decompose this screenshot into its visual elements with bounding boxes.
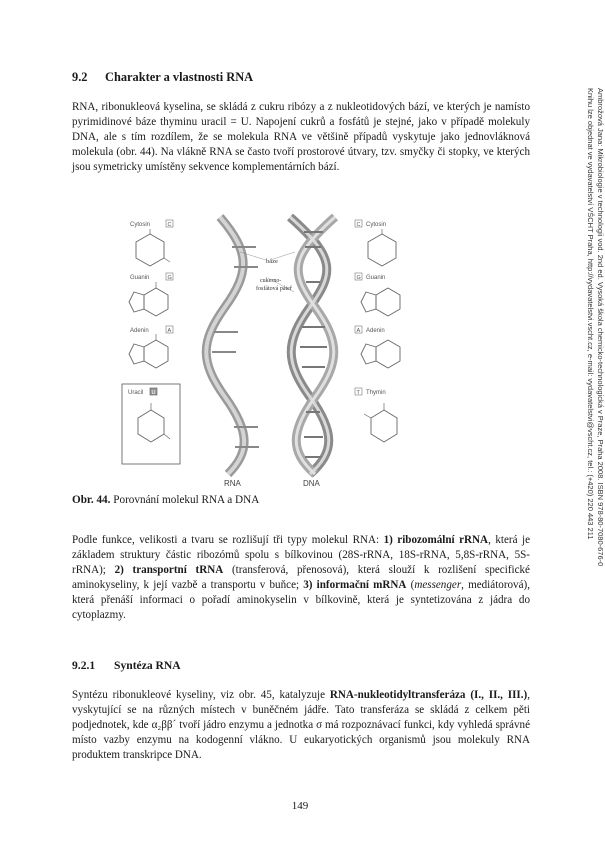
caption-text: Porovnání molekul RNA a DNA: [110, 494, 260, 506]
base-label: Cytosin: [366, 222, 387, 228]
figure-caption: [72, 494, 259, 506]
synthesis-paragraph: [72, 688, 530, 763]
base-cytosin-right: [355, 220, 396, 266]
subsection-number: 9.2.1: [72, 659, 96, 672]
section-number: 9.2: [72, 70, 88, 84]
subsection-heading: [72, 659, 372, 672]
intro-paragraph: RNA, ribonukleová kyselina, se skládá z cukru ribózy a z nukleotidových bází, ve kterých je namísto pyrimidinové báze thyminu uracil = U. Napojení cukrů a fosfátů je stejné, jako v případě molekuly DNA, ale s tím rozdílem, že se molekula RNA ve většině případů vyskytuje jako jednovláknová molekula (obr. 44). Na vlákně RNA se často tvoří prostorové útvary, tzv. smyčky či stopky, ve kterých jsou symetricky umístěny sekvence komplementárních bází.: [72, 101, 530, 173]
base-guanin-left: [129, 273, 173, 316]
base-adenin-left: [129, 326, 173, 368]
term-rrna: 1) ribozomální rRNA: [383, 534, 489, 546]
section-title: Charakter a vlastnosti RNA: [105, 70, 254, 84]
rna-types-paragraph: [72, 533, 530, 623]
base-cytosin-left: [130, 220, 173, 266]
base-label: Cytosin: [130, 222, 151, 228]
left-bases-panel: [122, 220, 180, 464]
base-label: Guanin: [366, 275, 386, 281]
rna-dna-diagram: [120, 212, 500, 488]
term-messenger: messenger: [414, 579, 462, 591]
caption-label: Obr. 44.: [72, 494, 111, 506]
base-letter: G: [356, 275, 361, 281]
text-run: Syntézu ribonukleové kyseliny, viz obr. 45, katalyzuje: [72, 689, 330, 701]
base-thymin-right: [355, 388, 397, 442]
base-letter: T: [356, 390, 360, 396]
base-label: Uracil: [128, 390, 144, 396]
text-run: , mediátorová), která přenáší informaci o pořadí aminokyselin v bílkovině, která je syntetizována z jádra do cytoplazmy.: [72, 579, 531, 621]
copyright-sidebar: [569, 88, 605, 578]
label-rna: RNA: [224, 479, 241, 488]
base-label: Thymin: [366, 390, 386, 396]
base-adenin-right: [355, 326, 400, 368]
base-letter: U: [151, 390, 156, 396]
sidebar-line-1: Ambrožová Jana: Mikrobiologie v technologii vod. 2nd ed. Vysoká škola chemicko-technologická v Praze, Praha 2008. ISBN 978-80-7080-676-0: [596, 88, 605, 567]
base-label: Adenin: [130, 328, 149, 334]
base-letter: A: [167, 328, 172, 334]
base-letter: C: [167, 222, 172, 228]
text-run: , která je základem struktury částic ribozómů spolu s bílkovinou (28S-rRNA, 18S-rRNA, 5,8S-rRNA, 5S-rRNA);: [72, 534, 530, 576]
text-run: , vyskytující se na různých místech v buněčném jádře. Tato transferáza se skládá z celkem pěti podjednotek, kde α₂ββ´ tvoří jádro enzymu a jednotka σ má rozpoznávací funkci, kdy vyhledá správné místo vazby enzymu na kodogenní vlákno. U eukaryotických organismů jsou molekuly RNA produktem transkripce DNA.: [72, 689, 530, 761]
base-label: Adenin: [366, 328, 385, 334]
rna-dna-figure: [120, 212, 500, 488]
label-backbone-2: fosfátová páteř: [256, 286, 292, 292]
base-uracil-left: [122, 384, 180, 464]
term-mrna: 3) informační mRNA: [303, 579, 407, 591]
base-letter: C: [356, 222, 361, 228]
text-run: (transferová, přenosová), která slouží k rozlišení specifické aminokyseliny, k její vazbě a transportu v buňce;: [72, 564, 530, 591]
section-heading: [72, 70, 472, 85]
label-backbone-1: cukerno-: [260, 278, 282, 284]
base-guanin-right: [355, 273, 400, 316]
base-letter: A: [356, 328, 361, 334]
dna-double-helix: [290, 217, 335, 474]
subsection-title: Syntéza RNA: [114, 659, 181, 672]
base-label: Guanin: [130, 275, 150, 281]
term-trna: 2) transportní tRNA: [114, 564, 224, 576]
text-run: (: [406, 579, 415, 591]
base-letter: G: [167, 275, 172, 281]
right-bases-panel: [355, 220, 400, 442]
sidebar-line-2: Knihu lze objednat ve vydavatelství VŠCHT Praha, http://vydavatelstvi.vscht.cz, e-mail: vydavatelstvi@vscht.cz, tel.: (+420) 220 443 211: [586, 88, 595, 540]
label-dna: DNA: [303, 479, 320, 488]
term-enzyme: RNA-nukleotidyltransferáza (I., II., III.): [329, 689, 528, 701]
label-baze: báze: [266, 258, 278, 265]
page-number: 149: [291, 800, 309, 812]
copyright-text: [569, 88, 605, 578]
text-run: Podle funkce, velikosti a tvaru se rozlišují tři typy molekul RNA:: [72, 534, 384, 546]
